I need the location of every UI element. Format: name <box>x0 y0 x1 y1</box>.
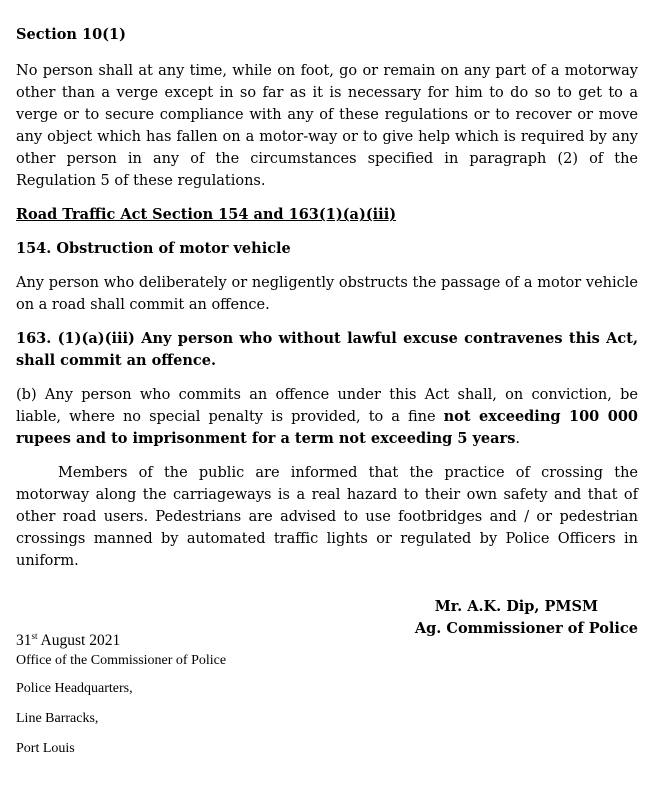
address-line-2: Line Barracks, <box>16 711 99 726</box>
date-rest: August 2021 <box>37 632 121 649</box>
signatory-title: Ag. Commissioner of Police <box>414 620 638 637</box>
rta-heading: Road Traffic Act Section 154 and 163(1)(a)(iii) <box>16 206 397 223</box>
public-notice-text: Members of the public are informed that the practice of crossing the motorway along the carriageways is a real hazard to their own safety and that of other road users. Pedestrians are advised to use footbridges and / or pedestrian crossings manned by automated traffic lights or regulated by Police Officers in uniform. <box>16 465 638 569</box>
signature-block <box>415 596 638 640</box>
section-163b-lead: (b) Any person who commits an offence under this Act shall, on conviction, be liable, where no special penalty is provided, to a fine <box>16 387 638 425</box>
section-10-text: No person shall at any time, while on foot, go or remain on any part of a motorway other than a verge except in so far as it is necessary for him to do so to get to a verge or to secure compliance with any of these regulations or to recover or move any object which has fallen on a motor-way or to give help which is required by any other person in any of the circumstances specified in paragraph (2) of the Regulation 5 of these regulations. <box>16 63 638 189</box>
date-day: 31 <box>16 632 32 649</box>
address-line-1: Police Headquarters, <box>16 681 133 696</box>
section-154-heading: 154. Obstruction of motor vehicle <box>16 240 291 257</box>
signatory-name: Mr. A.K. Dip, PMSM <box>434 598 598 615</box>
footer-block <box>16 632 226 758</box>
office-name: Office of the Commissioner of Police <box>16 653 227 668</box>
section-163b-penalty: not exceeding 100 000 rupees and to imprisonment for a term not exceeding 5 years <box>16 408 638 447</box>
section-163b-text <box>16 384 638 450</box>
date-suffix: st <box>31 631 38 641</box>
section-154-text: Any person who deliberately or negligently obstructs the passage of a motor vehicle on a road shall commit an offence. <box>16 275 638 313</box>
issue-date <box>16 632 226 650</box>
section-163-text: 163. (1)(a)(iii) Any person who without lawful excuse contravenes this Act, shall commit an offence. <box>16 330 638 369</box>
document-body <box>16 24 638 572</box>
section-163b-end: . <box>515 431 520 447</box>
address-line-3: Port Louis <box>16 741 75 756</box>
section-10-heading: Section 10(1) <box>16 26 126 43</box>
